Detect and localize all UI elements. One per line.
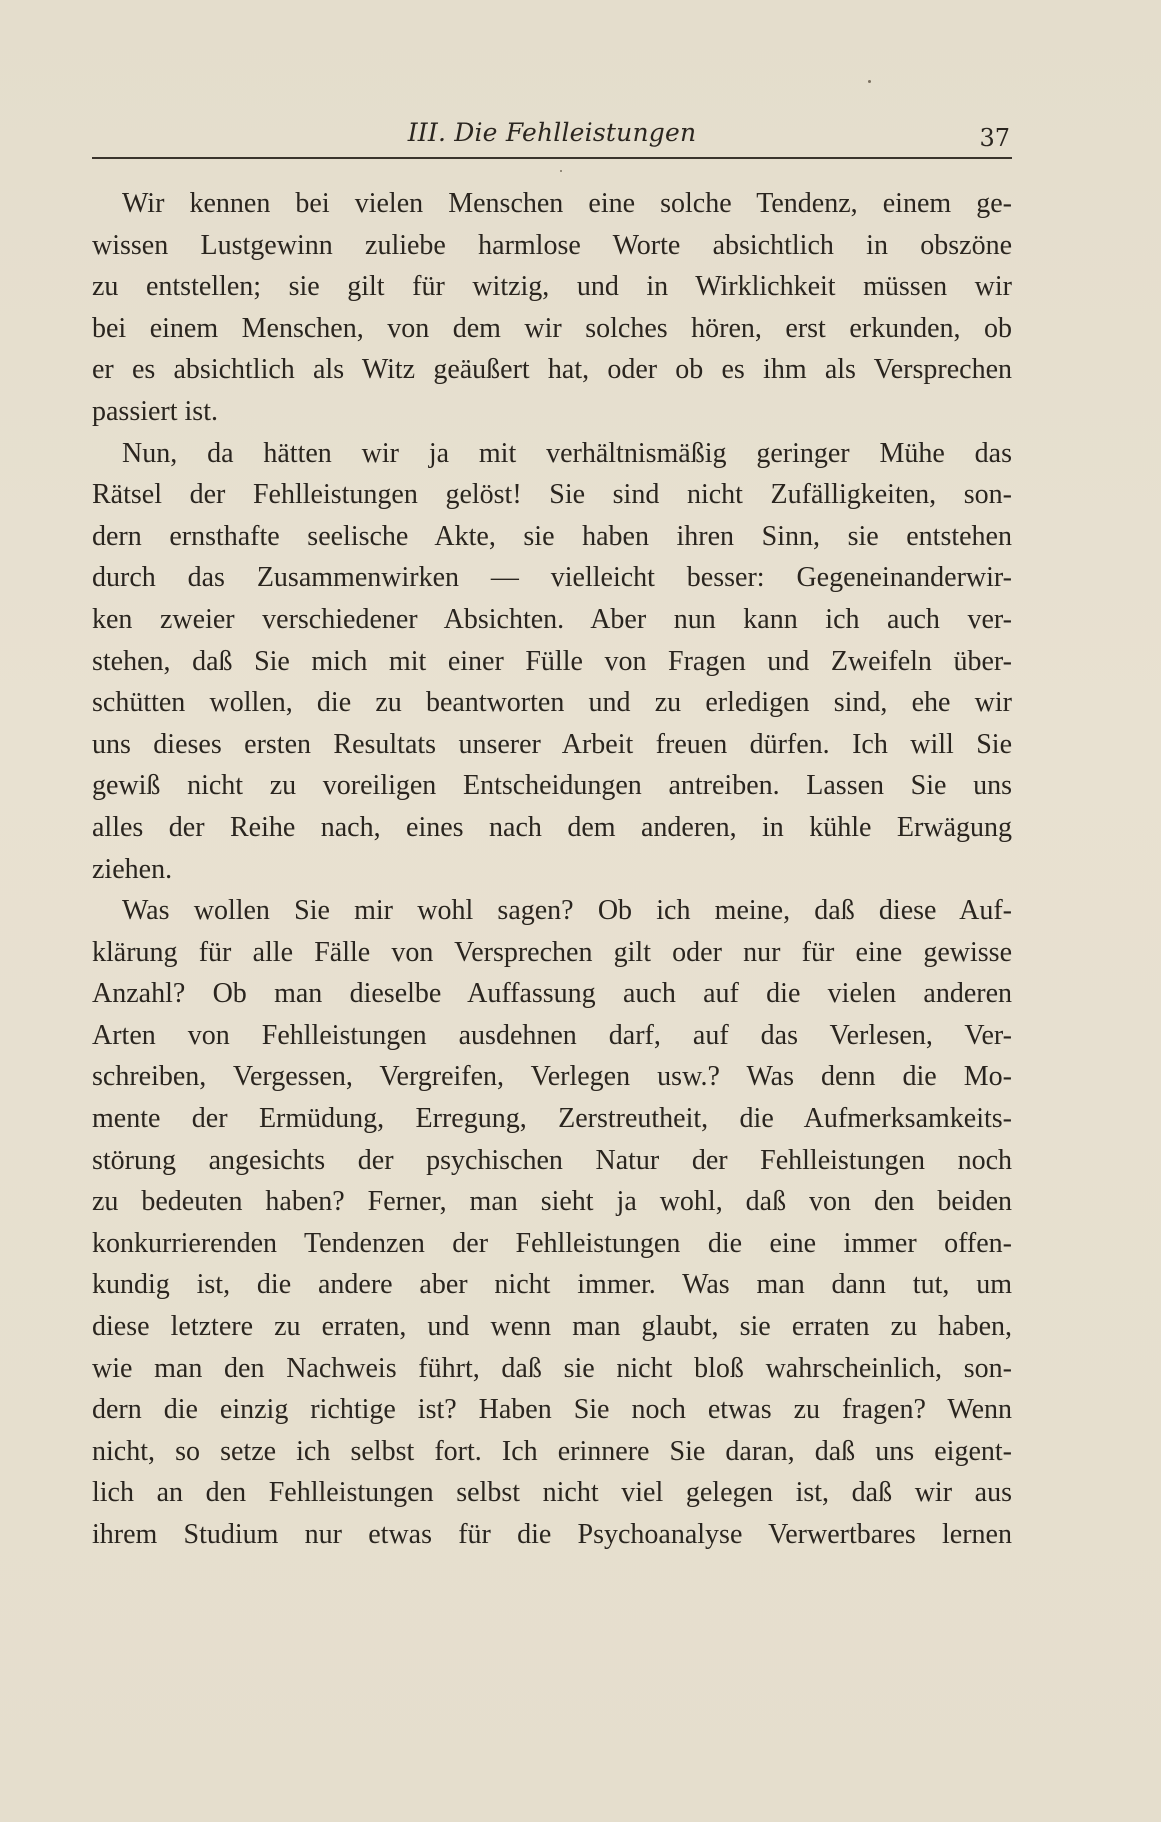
body-text bbox=[92, 183, 1012, 1556]
text-line: klärung für alle Fälle von Versprechen gilt oder nur für eine gewisse bbox=[92, 936, 1012, 968]
text-line: lich an den Fehlleistungen selbst nicht viel gelegen ist, daß wir aus bbox=[92, 1477, 1012, 1509]
text-line: Was wollen Sie mir wohl sagen? Ob ich meine, daß diese Auf- bbox=[122, 895, 1012, 927]
text-line: konkurrierenden Tendenzen der Fehlleistungen die eine immer offen- bbox=[92, 1227, 1012, 1259]
text-line: störung angesichts der psychischen Natur der Fehlleistungen noch bbox=[92, 1144, 1012, 1176]
text-line: ken zweier verschiedener Absichten. Aber nun kann ich auch ver- bbox=[92, 603, 1012, 635]
running-head bbox=[92, 112, 1012, 158]
text-line: stehen, daß Sie mich mit einer Fülle von Fragen und Zweifeln über- bbox=[92, 645, 1012, 677]
text-line: wissen Lustgewinn zuliebe harmlose Worte absichtlich in obszöne bbox=[92, 229, 1012, 261]
text-line: passiert ist. bbox=[92, 395, 218, 427]
text-line: alles der Reihe nach, eines nach dem anderen, in kühle Erwägung bbox=[92, 811, 1012, 843]
text-line: uns dieses ersten Resultats unserer Arbeit freuen dürfen. Ich will Sie bbox=[92, 728, 1012, 760]
running-title: III. Die Fehlleistungen bbox=[407, 118, 697, 147]
text-line: nicht, so setze ich selbst fort. Ich erinnere Sie daran, daß uns eigent- bbox=[92, 1435, 1012, 1467]
text-line: gewiß nicht zu voreiligen Entscheidungen antreiben. Lassen Sie uns bbox=[92, 770, 1012, 802]
text-line: ihrem Studium nur etwas für die Psychoanalyse Verwertbares lernen bbox=[92, 1519, 1012, 1550]
text-line: kundig ist, die andere aber nicht immer. Was man dann tut, um bbox=[92, 1269, 1012, 1301]
text-line: zu bedeuten haben? Ferner, man sieht ja wohl, daß von den beiden bbox=[92, 1186, 1012, 1218]
text-line: dern die einzig richtige ist? Haben Sie noch etwas zu fragen? Wenn bbox=[92, 1394, 1012, 1426]
text-line: Rätsel der Fehlleistungen gelöst! Sie sind nicht Zufälligkeiten, son- bbox=[92, 479, 1012, 511]
text-line: wie man den Nachweis führt, daß sie nicht bloß wahrscheinlich, son- bbox=[92, 1352, 1012, 1384]
text-line: Arten von Fehlleistungen ausdehnen darf, auf das Verlesen, Ver- bbox=[92, 1019, 1012, 1051]
text-line: mente der Ermüdung, Erregung, Zerstreutheit, die Aufmerksamkeits- bbox=[92, 1103, 1012, 1135]
text-line: Wir kennen bei vielen Menschen eine solche Tendenz, einem ge- bbox=[122, 188, 1012, 219]
paper-speck bbox=[868, 80, 871, 83]
text-line: durch das Zusammenwirken — vielleicht besser: Gegeneinanderwir- bbox=[92, 562, 1012, 594]
text-line: ziehen. bbox=[92, 853, 173, 885]
text-line: schreiben, Vergessen, Vergreifen, Verlegen usw.? Was denn die Mo- bbox=[92, 1061, 1012, 1093]
page-number: 37 bbox=[979, 124, 1010, 152]
text-line: bei einem Menschen, von dem wir solches hören, erst erkunden, ob bbox=[92, 312, 1012, 344]
header-rule bbox=[92, 157, 1012, 159]
text-line: diese letztere zu erraten, und wenn man glaubt, sie erraten zu haben, bbox=[92, 1311, 1012, 1343]
text-line: zu entstellen; sie gilt für witzig, und in Wirklichkeit müssen wir bbox=[92, 271, 1012, 303]
text-line: Anzahl? Ob man dieselbe Auffassung auch auf die vielen anderen bbox=[92, 978, 1012, 1010]
paper-speck bbox=[560, 170, 562, 172]
text-line: Nun, da hätten wir ja mit verhältnismäßig geringer Mühe das bbox=[122, 437, 1012, 469]
text-line: er es absichtlich als Witz geäußert hat, oder ob es ihm als Versprechen bbox=[92, 354, 1012, 386]
text-line: schütten wollen, die zu beantworten und zu erledigen sind, ehe wir bbox=[92, 687, 1012, 719]
text-line: dern ernsthafte seelische Akte, sie haben ihren Sinn, sie entstehen bbox=[92, 520, 1012, 552]
